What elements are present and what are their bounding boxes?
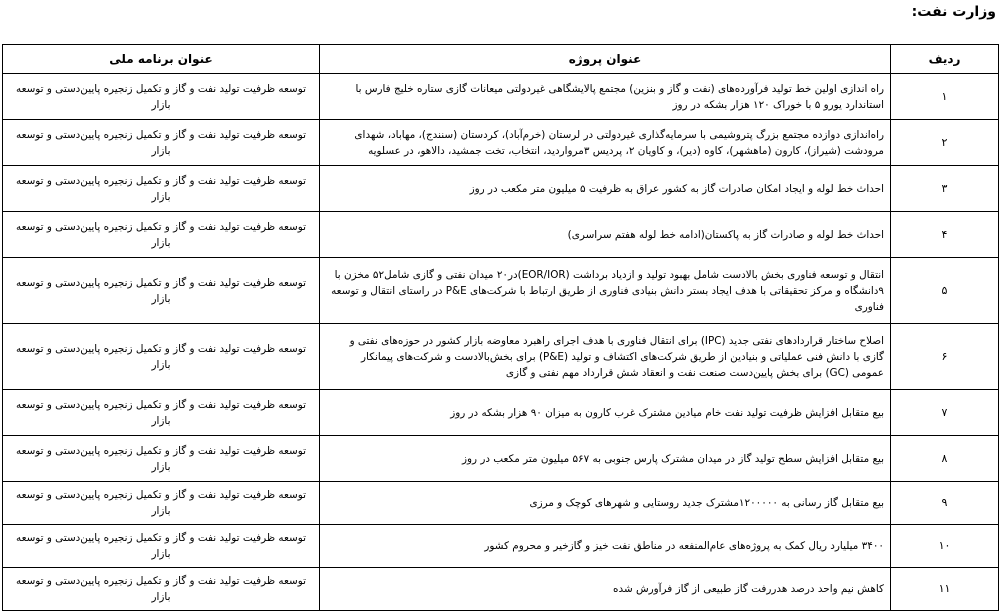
table-row xyxy=(3,324,999,390)
project-title: بیع متقابل افزایش ظرفیت تولید نفت خام میادین مشترک غرب کارون به میزان ۹۰ هزار بشکه در روز xyxy=(320,390,891,436)
project-title: کاهش نیم واحد درصد هدررفت گاز طبیعی از گاز فرآورش شده xyxy=(320,568,891,611)
program-title: توسعه ظرفیت تولید نفت و گاز و تکمیل زنجیره پایین‌دستی و توسعه بازار xyxy=(3,390,320,436)
project-title: اصلاح ساختار قراردادهای نفتی جدید (IPC) برای انتقال فناوری با هدف اجرای راهبرد معاوضه بازار کشور در حوزه‌های نفتی و گازی با دانش فنی عملیاتی و بنیادین از طریق شرکت‌های اکتشاف و تولید (P&E) برای بخش‌بالادست و شرکت‌های پیمانکار عمومی (GC) برای بخش پایین‌دست صنعت نفت و انعقاد شش قرارداد مهم نفتی و گازی xyxy=(320,324,891,390)
header-project-title: عنوان پروژه xyxy=(320,45,891,74)
program-title: توسعه ظرفیت تولید نفت و گاز و تکمیل زنجیره پایین‌دستی و توسعه بازار xyxy=(3,525,320,568)
program-title: توسعه ظرفیت تولید نفت و گاز و تکمیل زنجیره پایین‌دستی و توسعه بازار xyxy=(3,324,320,390)
projects-table xyxy=(2,44,999,611)
table-row xyxy=(3,166,999,212)
row-number: ۸ xyxy=(891,436,999,482)
table-row xyxy=(3,390,999,436)
project-title: راه اندازی اولین خط تولید فرآورده‌های (نفت و گاز و بنزین) مجتمع پالایشگاهی غیردولتی میعانات گازی ستاره خلیج فارس با استاندارد یورو ۵ با خوراک ۱۲۰ هزار بشکه در روز xyxy=(320,74,891,120)
row-number: ۹ xyxy=(891,482,999,525)
table-row xyxy=(3,568,999,611)
row-number: ۴ xyxy=(891,212,999,258)
row-number: ۵ xyxy=(891,258,999,324)
project-title: راه‌اندازی دوازده مجتمع بزرگ پتروشیمی با سرمایه‌گذاری غیردولتی در لرستان (خرم‌آباد)، کردستان (سنندج)، مهاباد، شهدای مرودشت (شیراز)، کارون (ماهشهر)، کاوه (دیر)، و کاویان ۲، پردیس ۳مرواردید، انتخاب، تخت جمشید، دالاهو، در عسلویه xyxy=(320,120,891,166)
program-title: توسعه ظرفیت تولید نفت و گاز و تکمیل زنجیره پایین‌دستی و توسعه بازار xyxy=(3,166,320,212)
program-title: توسعه ظرفیت تولید نفت و گاز و تکمیل زنجیره پایین‌دستی و توسعه بازار xyxy=(3,258,320,324)
table-row xyxy=(3,120,999,166)
row-number: ۷ xyxy=(891,390,999,436)
header-number: ردیف xyxy=(891,45,999,74)
program-title: توسعه ظرفیت تولید نفت و گاز و تکمیل زنجیره پایین‌دستی و توسعه بازار xyxy=(3,74,320,120)
program-title: توسعه ظرفیت تولید نفت و گاز و تکمیل زنجیره پایین‌دستی و توسعه بازار xyxy=(3,482,320,525)
table-row xyxy=(3,436,999,482)
project-title: احداث خط لوله و صادرات گاز به پاکستان(ادامه خط لوله هفتم سراسری) xyxy=(320,212,891,258)
table-row xyxy=(3,525,999,568)
row-number: ۶ xyxy=(891,324,999,390)
table-row xyxy=(3,212,999,258)
table-row xyxy=(3,482,999,525)
program-title: توسعه ظرفیت تولید نفت و گاز و تکمیل زنجیره پایین‌دستی و توسعه بازار xyxy=(3,568,320,611)
project-title: بیع متقابل گاز رسانی به ۱۲۰۰۰۰۰مشترک جدید روستایی و شهرهای کوچک و مرزی xyxy=(320,482,891,525)
project-title: بیع متقابل افزایش سطح تولید گاز در میدان مشترک پارس جنوبی به ۵۶۷ میلیون متر مکعب در روز xyxy=(320,436,891,482)
row-number: ۱۰ xyxy=(891,525,999,568)
program-title: توسعه ظرفیت تولید نفت و گاز و تکمیل زنجیره پایین‌دستی و توسعه بازار xyxy=(3,436,320,482)
program-title: توسعه ظرفیت تولید نفت و گاز و تکمیل زنجیره پایین‌دستی و توسعه بازار xyxy=(3,120,320,166)
page-heading: وزارت نفت: xyxy=(911,4,996,20)
table-row xyxy=(3,258,999,324)
table-row xyxy=(3,74,999,120)
header-program-title: عنوان برنامه ملی xyxy=(3,45,320,74)
table-header-row xyxy=(3,45,999,74)
project-title: احداث خط لوله و ایجاد امکان صادرات گاز به کشور عراق به ظرفیت ۵ میلیون متر مکعب در روز xyxy=(320,166,891,212)
row-number: ۱۱ xyxy=(891,568,999,611)
project-title: انتقال و توسعه فناوری بخش بالادست شامل بهبود تولید و ازدیاد برداشت (EOR/IOR)در۲۰ میدان نفتی و گازی شامل۵۲ مخزن با ۹دانشگاه و مرکز تحقیقاتی با هدف ایجاد بستر دانش بنیادی فناوری از طریق ارتباط با شرکت‌های P&E در راستای انتقال و توسعه فناوری xyxy=(320,258,891,324)
program-title: توسعه ظرفیت تولید نفت و گاز و تکمیل زنجیره پایین‌دستی و توسعه بازار xyxy=(3,212,320,258)
row-number: ۳ xyxy=(891,166,999,212)
row-number: ۱ xyxy=(891,74,999,120)
row-number: ۲ xyxy=(891,120,999,166)
project-title: ۳۴۰۰ میلیارد ریال کمک به پروژه‌های عام‌المنفعه در مناطق نفت خیز و گازخیر و محروم کشور xyxy=(320,525,891,568)
